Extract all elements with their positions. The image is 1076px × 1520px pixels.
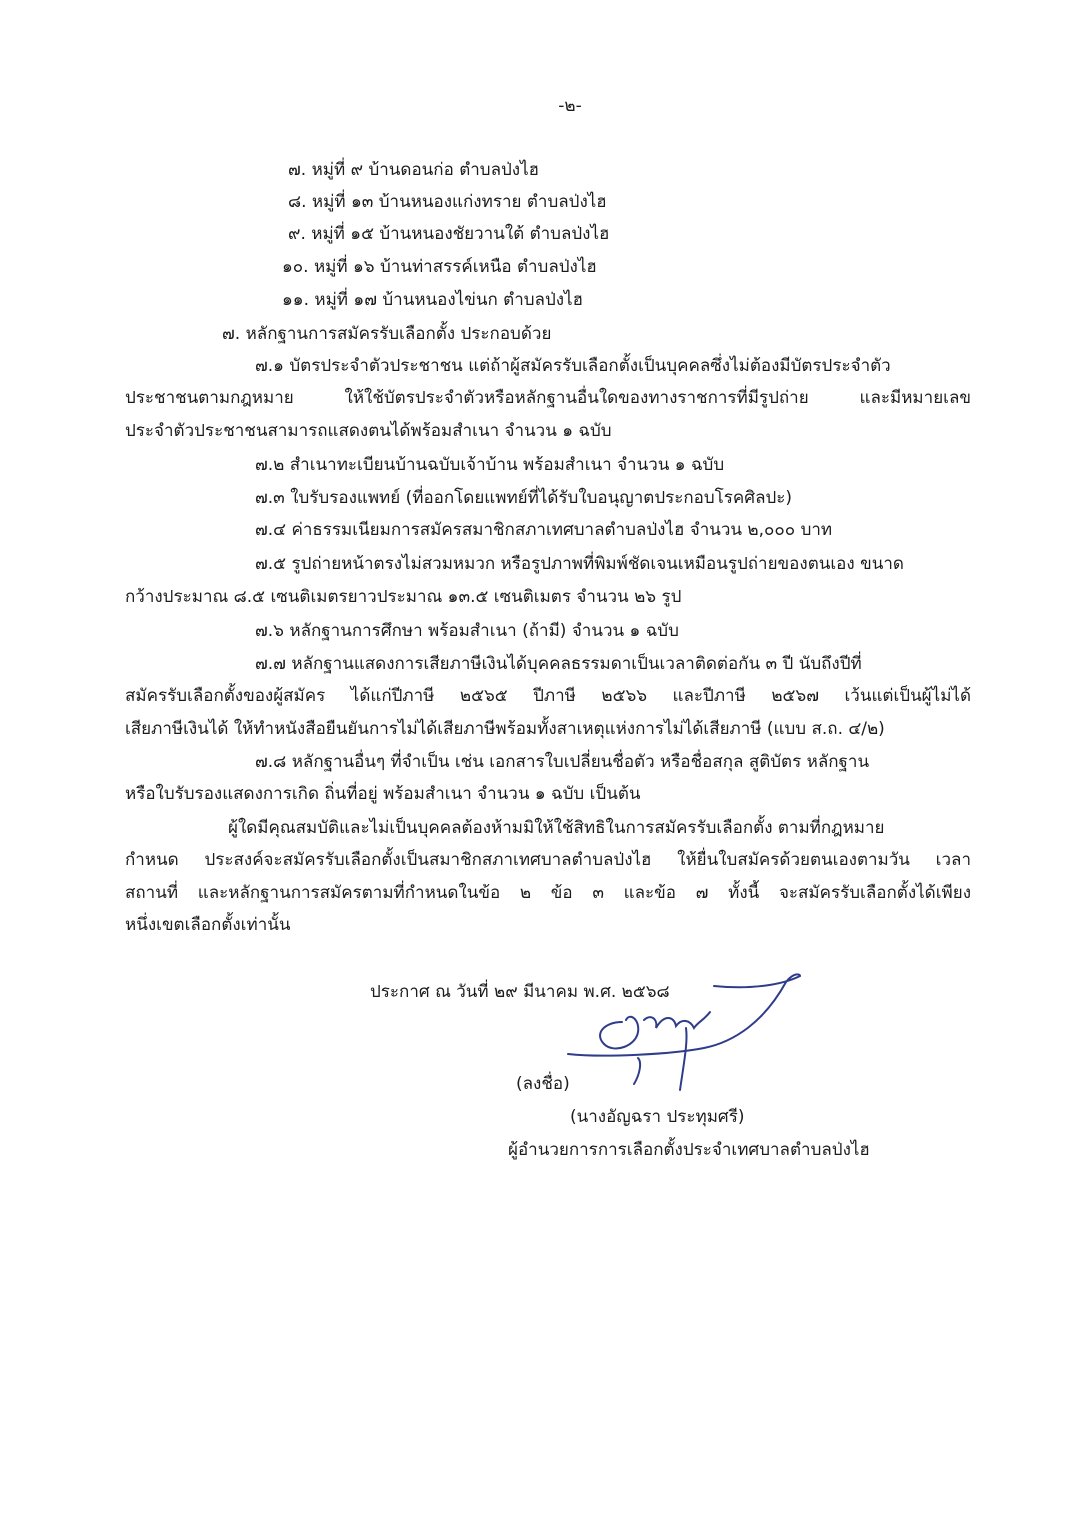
village-item: ๑๐. หมู่ที่ ๑๖ บ้านท่าสรรค์เหนือ ตำบลป่งไฮ xyxy=(282,257,597,277)
item-text: ประชาชนตามกฎหมาย ให้ใช้บัตรประจำตัวหรือหลักฐานอื่นใดของทางราชการที่มีรูปถ่าย และมีหมายเลข xyxy=(125,388,971,408)
signer-name: (นางอัญฉรา ประทุมศรี) xyxy=(570,1107,745,1127)
item-text: กว้างประมาณ ๘.๕ เซนติเมตรยาวประมาณ ๑๓.๕ เซนติเมตร จำนวน ๒๖ รูป xyxy=(125,587,682,607)
closing-text: ผู้ใดมีคุณสมบัติและไม่เป็นบุคคลต้องห้ามมิให้ใช้สิทธิในการสมัครรับเลือกตั้ง ตามที่กฎหมาย xyxy=(228,818,885,838)
item-7-2: ๗.๒ สำเนาทะเบียนบ้านฉบับเจ้าบ้าน พร้อมสำเนา จำนวน ๑ ฉบับ xyxy=(255,455,725,475)
signed-label: (ลงชื่อ) xyxy=(516,1074,570,1094)
closing-text: หนึ่งเขตเลือกตั้งเท่านั้น xyxy=(125,915,291,935)
village-item: ๑๑. หมู่ที่ ๑๗ บ้านหนองไข่นก ตำบลป่งไฮ xyxy=(282,290,583,310)
village-item: ๘. หมู่ที่ ๑๓ บ้านหนองแก่งทราย ตำบลป่งไฮ xyxy=(288,192,607,212)
closing-text: กำหนด ประสงค์จะสมัครรับเลือกตั้งเป็นสมาชิกสภาเทศบาลตำบลป่งไฮ ให้ยื่นใบสมัครด้วยตนเองตามวัน เวลา xyxy=(125,850,971,870)
item-text: ประจำตัวประชาชนสามารถแสดงตนได้พร้อมสำเนา จำนวน ๑ ฉบับ xyxy=(125,421,612,441)
section-heading: ๗. หลักฐานการสมัครรับเลือกตั้ง ประกอบด้วย xyxy=(222,324,552,344)
item-7-4: ๗.๔ ค่าธรรมเนียมการสมัครสมาชิกสภาเทศบาลตำบลป่งไฮ จำนวน ๒,๐๐๐ บาท xyxy=(255,520,833,540)
announcement-date: ประกาศ ณ วันที่ ๒๙ มีนาคม พ.ศ. ๒๕๖๘ xyxy=(370,982,670,1002)
village-item: ๙. หมู่ที่ ๑๕ บ้านหนองชัยวานใต้ ตำบลป่งไฮ xyxy=(288,224,610,244)
handwritten-signature xyxy=(564,962,804,1102)
signer-title: ผู้อำนวยการการเลือกตั้งประจำเทศบาลตำบลป่งไฮ xyxy=(508,1140,870,1160)
item-7-6: ๗.๖ หลักฐานการศึกษา พร้อมสำเนา (ถ้ามี) จำนวน ๑ ฉบับ xyxy=(255,621,679,641)
closing-text: สถานที่ และหลักฐานการสมัครตามที่กำหนดในข้อ ๒ ข้อ ๓ และข้อ ๗ ทั้งนี้ จะสมัครรับเลือกตั้งได้เพียง xyxy=(125,883,971,903)
item-text: เสียภาษีเงินได้ ให้ทำหนังสือยืนยันการไม่ได้เสียภาษีพร้อมทั้งสาเหตุแห่งการไม่ได้เสียภาษี (แบบ ส.ถ. ๔/๒) xyxy=(125,719,885,739)
item-text: หรือใบรับรองแสดงการเกิด ถิ่นที่อยู่ พร้อมสำเนา จำนวน ๑ ฉบับ เป็นต้น xyxy=(125,784,641,804)
item-text: ๗.๕ รูปถ่ายหน้าตรงไม่สวมหมวก หรือรูปภาพที่พิมพ์ชัดเจนเหมือนรูปถ่ายของตนเอง ขนาด xyxy=(255,554,904,574)
page-number: -๒- xyxy=(558,96,582,116)
item-text: ๗.๑ บัตรประจำตัวประชาชน แต่ถ้าผู้สมัครรับเลือกตั้งเป็นบุคคลซึ่งไม่ต้องมีบัตรประจำตัว xyxy=(255,356,891,376)
village-item: ๗. หมู่ที่ ๙ บ้านดอนก่อ ตำบลป่งไฮ xyxy=(288,160,540,180)
item-text: ๗.๗ หลักฐานแสดงการเสียภาษีเงินได้บุคคลธรรมดาเป็นเวลาติดต่อกัน ๓ ปี นับถึงปีที่ xyxy=(255,654,862,674)
item-text: ๗.๘ หลักฐานอื่นๆ ที่จำเป็น เช่น เอกสารใบเปลี่ยนชื่อตัว หรือชื่อสกุล สูติบัตร หลักฐาน xyxy=(255,752,870,772)
item-text: สมัครรับเลือกตั้งของผู้สมัคร ได้แก่ปีภาษี ๒๕๖๕ ปีภาษี ๒๕๖๖ และปีภาษี ๒๕๖๗ เว้นแต่เป็นผู้ไม่ได้ xyxy=(125,686,971,706)
item-7-3: ๗.๓ ใบรับรองแพทย์ (ที่ออกโดยแพทย์ที่ได้รับใบอนุญาตประกอบโรคศิลปะ) xyxy=(255,488,793,508)
